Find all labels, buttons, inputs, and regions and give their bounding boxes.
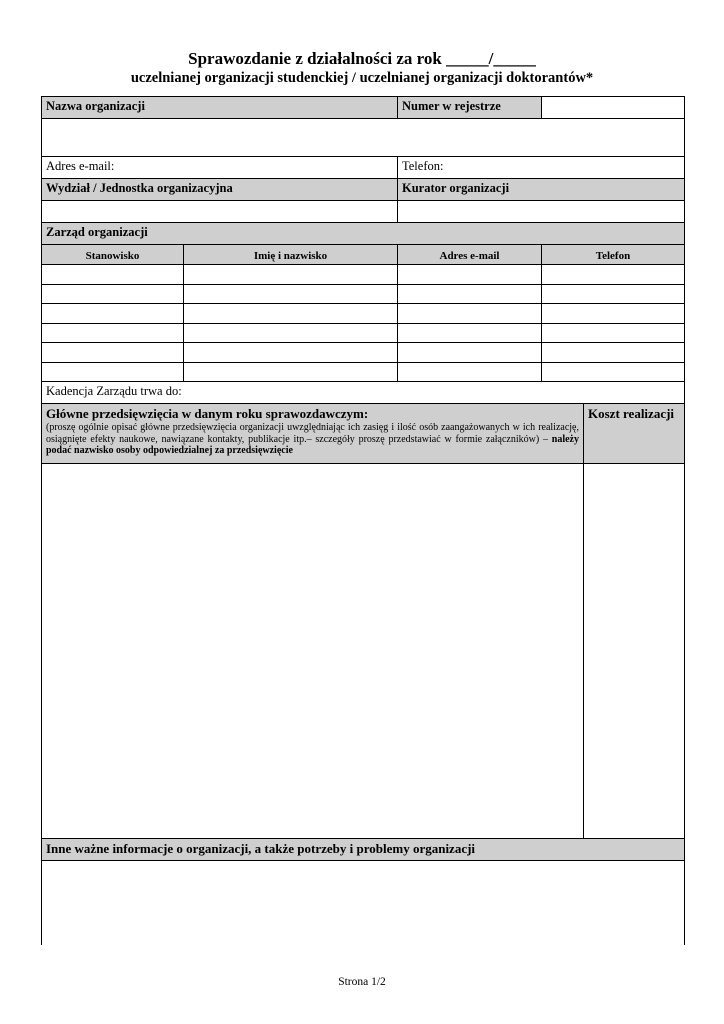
board-cell[interactable] [398, 265, 542, 285]
board-cell[interactable] [398, 343, 542, 363]
projects-heading [42, 404, 584, 464]
board-cell[interactable] [184, 285, 398, 305]
report-form [41, 96, 685, 945]
board-cell[interactable] [542, 363, 684, 383]
board-col-name: Imię i nazwisko [184, 245, 398, 265]
other-info-label: Inne ważne informacje o organizacji, a także potrzeby i problemy organizacji [42, 839, 684, 861]
board-cell[interactable] [542, 324, 684, 344]
faculty-field[interactable] [42, 201, 398, 223]
board-cell[interactable] [42, 324, 184, 344]
projects-description [46, 422, 579, 457]
projects-title: Główne przedsięwzięcia w danym roku sprawozdawczym: [46, 406, 369, 421]
curator-label: Kurator organizacji [398, 179, 684, 201]
board-col-phone: Telefon [542, 245, 684, 265]
board-cell[interactable] [42, 304, 184, 324]
board-cell[interactable] [184, 343, 398, 363]
org-name-label: Nazwa organizacji [42, 97, 398, 119]
page-title: Sprawozdanie z działalności za rok _____/_____ [188, 49, 536, 68]
phone-field[interactable]: Telefon: [398, 157, 684, 179]
board-cell[interactable] [542, 285, 684, 305]
board-cell[interactable] [398, 285, 542, 305]
board-col-position: Stanowisko [42, 245, 184, 265]
board-cell[interactable] [184, 324, 398, 344]
board-cell[interactable] [42, 343, 184, 363]
board-cell[interactable] [42, 285, 184, 305]
projects-description-text: (proszę ogólnie opisać główne przedsięwzięcia organizacji uwzględniając ich zasięg i ilość osób zaangażowanych w ich realizację, osiągnięte efekty naukowe, nawiązane kontakty, publikacje itp.– szczegóły proszę przedstawiać w formie załączników) – [46, 422, 579, 445]
register-number-label: Numer w rejestrze [398, 97, 542, 119]
projects-description-bold: należy podać nazwisko osoby odpowiedzialnej za przedsięwzięcie [46, 433, 579, 456]
faculty-label: Wydział / Jednostka organizacyjna [42, 179, 398, 201]
cost-label: Koszt realizacji [584, 404, 684, 464]
board-cell[interactable] [542, 343, 684, 363]
email-field[interactable]: Adres e-mail: [42, 157, 398, 179]
projects-field[interactable] [42, 464, 584, 839]
other-info-field[interactable] [42, 861, 684, 945]
page-subtitle: uczelnianej organizacji studenckiej / uczelnianej organizacji doktorantów* [130, 70, 594, 86]
board-cell[interactable] [42, 265, 184, 285]
cost-field[interactable] [584, 464, 684, 839]
page-footer: Strona 1/2 [338, 976, 386, 988]
board-cell[interactable] [542, 304, 684, 324]
board-cell[interactable] [398, 304, 542, 324]
board-cell[interactable] [398, 363, 542, 383]
board-cell[interactable] [398, 324, 542, 344]
board-cell[interactable] [184, 363, 398, 383]
board-cell[interactable] [184, 304, 398, 324]
board-cell[interactable] [184, 265, 398, 285]
board-col-email: Adres e-mail [398, 245, 542, 265]
register-number-field[interactable] [542, 97, 684, 119]
board-term-field[interactable]: Kadencja Zarządu trwa do: [42, 382, 684, 404]
curator-field[interactable] [398, 201, 684, 223]
org-name-field[interactable] [42, 119, 684, 157]
board-cell[interactable] [42, 363, 184, 383]
board-cell[interactable] [542, 265, 684, 285]
board-label: Zarząd organizacji [42, 223, 684, 245]
